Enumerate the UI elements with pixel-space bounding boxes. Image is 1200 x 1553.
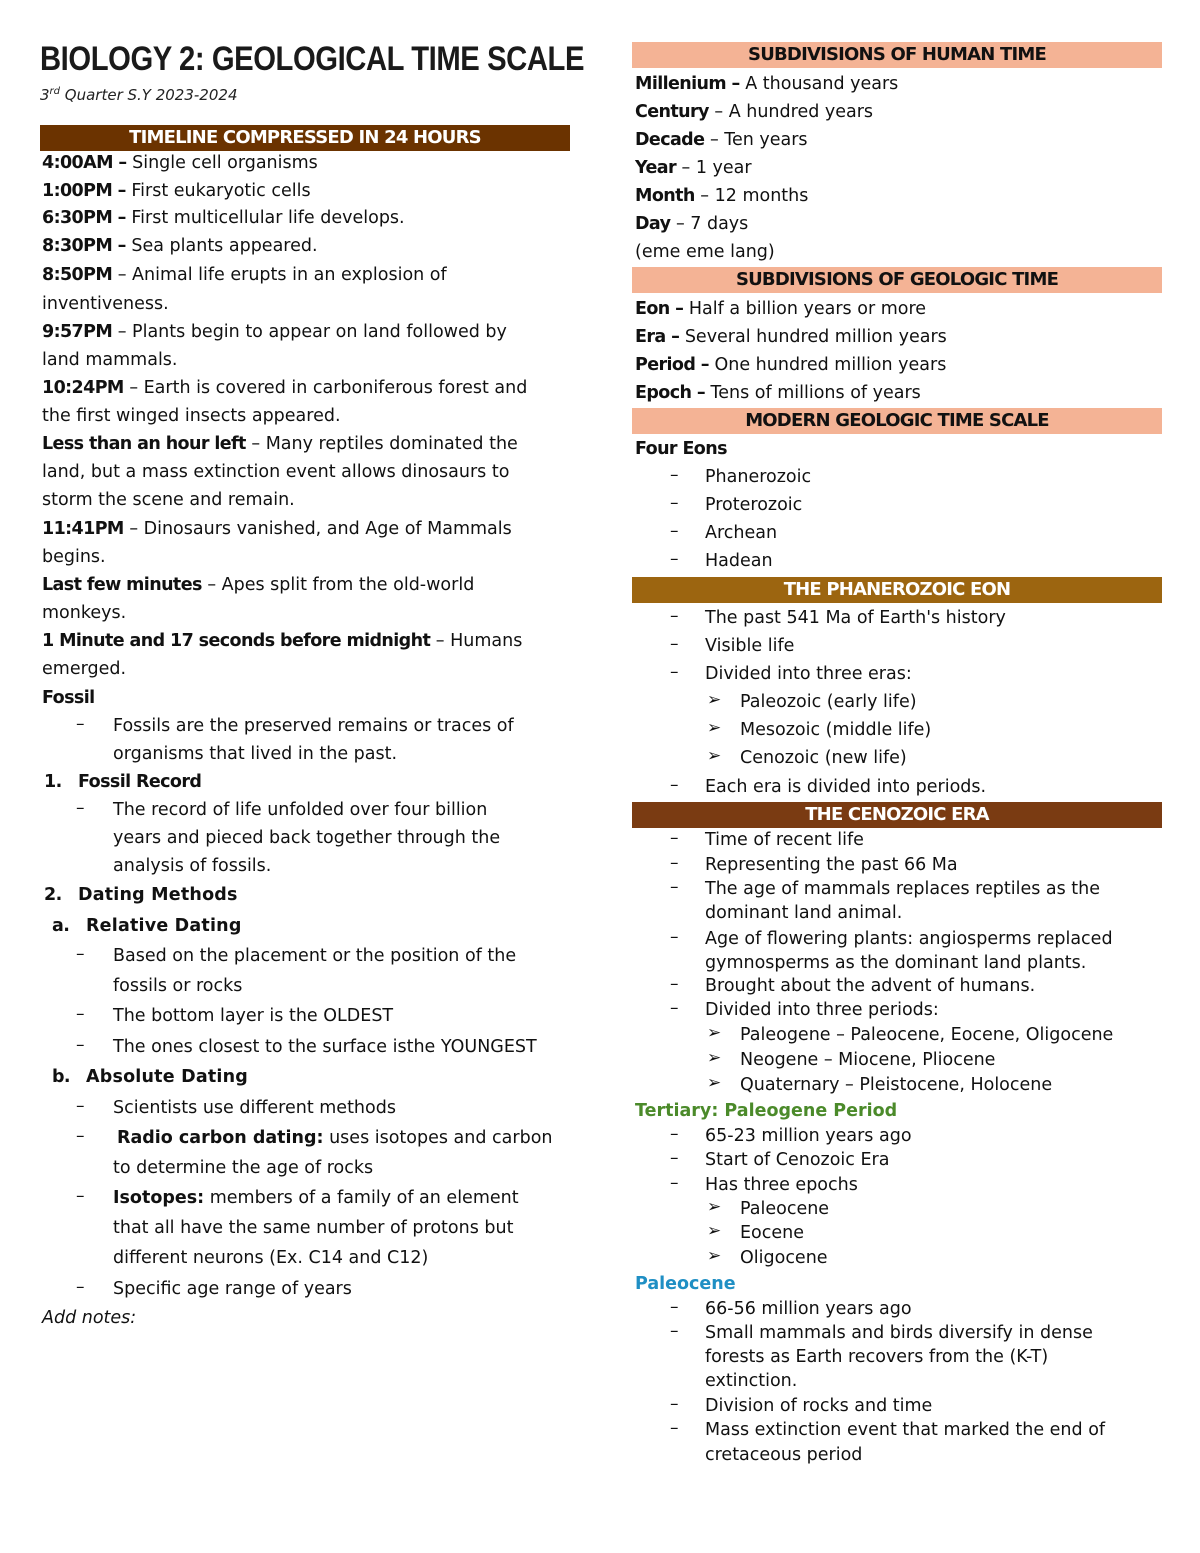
timeline-heading: TIMELINE COMPRESSED IN 24 HOURS bbox=[40, 125, 570, 151]
list-item: years and pieced back together through the bbox=[113, 828, 501, 848]
list-item: Age of flowering plants: angiosperms replaced bbox=[705, 929, 1113, 949]
list-item: Each era is divided into periods. bbox=[705, 777, 987, 797]
fossil-def: organisms that lived in the past. bbox=[113, 744, 398, 764]
bullet-dash: – bbox=[670, 998, 679, 1018]
bullet-dash: – bbox=[670, 662, 679, 682]
epoch-item: Paleocene bbox=[740, 1199, 830, 1219]
list-item: Division of rocks and time bbox=[705, 1396, 933, 1416]
human-time-note: (eme eme lang) bbox=[635, 242, 775, 262]
human-time-item: Decade – Ten years bbox=[635, 130, 808, 150]
list-item: dominant land animal. bbox=[705, 903, 903, 923]
period-item: Quaternary – Pleistocene, Holocene bbox=[740, 1075, 1053, 1095]
timeline-entry: Last few minutes – Apes split from the old-world bbox=[42, 575, 475, 595]
timeline-entry-cont: land mammals. bbox=[42, 350, 178, 370]
timeline-entry: 4:00AM – Single cell organisms bbox=[42, 153, 318, 173]
bullet-dash: – bbox=[670, 634, 679, 654]
bullet-dash: – bbox=[76, 714, 85, 734]
bullet-dash: – bbox=[76, 1126, 85, 1146]
absolute-heading: Absolute Dating bbox=[86, 1067, 248, 1087]
geologic-time-item: Epoch – Tens of millions of years bbox=[635, 383, 921, 403]
list-item: Based on the placement or the position of the bbox=[113, 946, 517, 966]
human-time-item: Month – 12 months bbox=[635, 186, 809, 206]
fossil-def: Fossils are the preserved remains or traces of bbox=[113, 716, 514, 736]
list-item: Time of recent life bbox=[705, 830, 864, 850]
bullet-dash: – bbox=[670, 853, 679, 873]
bullet-dash: – bbox=[670, 1297, 679, 1317]
list-item: Brought about the advent of humans. bbox=[705, 976, 1036, 996]
list-item: to determine the age of rocks bbox=[113, 1158, 374, 1178]
bullet-dash: – bbox=[76, 1277, 85, 1297]
human-time-item: Year – 1 year bbox=[635, 158, 752, 178]
bullet-dash: – bbox=[670, 521, 679, 541]
list-item: The record of life unfolded over four billion bbox=[113, 800, 488, 820]
timeline-entry: Less than an hour left – Many reptiles dominated the bbox=[42, 434, 518, 454]
geologic-time-item: Eon – Half a billion years or more bbox=[635, 299, 927, 319]
list-item: forests as Earth recovers from the (K-T) bbox=[705, 1347, 1049, 1367]
era-item: Mesozoic (middle life) bbox=[740, 720, 932, 740]
dating-number: 2. bbox=[44, 885, 62, 905]
list-item: cretaceous period bbox=[705, 1445, 863, 1465]
human-time-item: Millenium – A thousand years bbox=[635, 74, 899, 94]
list-item: analysis of fossils. bbox=[113, 856, 272, 876]
epoch-item: Eocene bbox=[740, 1223, 805, 1243]
bullet-dash: – bbox=[76, 1004, 85, 1024]
subtitle bbox=[40, 86, 237, 104]
timeline-entry: 1:00PM – First eukaryotic cells bbox=[42, 181, 311, 201]
geologic-time-item: Era – Several hundred million years bbox=[635, 327, 947, 347]
arrow-bullet-icon: ➢ bbox=[707, 1073, 722, 1093]
bullet-dash: – bbox=[670, 465, 679, 485]
dating-heading: Dating Methods bbox=[78, 885, 238, 905]
fossil-record-heading: Fossil Record bbox=[78, 772, 202, 792]
subtitle-sup: rd bbox=[49, 86, 61, 97]
list-item: Small mammals and birds diversify in dense bbox=[705, 1323, 1093, 1343]
bullet-dash: – bbox=[670, 927, 679, 947]
phanerozoic-heading: THE PHANEROZOIC EON bbox=[632, 577, 1162, 603]
absolute-letter: b. bbox=[52, 1067, 70, 1087]
arrow-bullet-icon: ➢ bbox=[707, 1197, 722, 1217]
list-item: Isotopes: members of a family of an element bbox=[113, 1188, 519, 1208]
bullet-dash: – bbox=[670, 775, 679, 795]
list-item: Divided into three eras: bbox=[705, 664, 912, 684]
arrow-bullet-icon: ➢ bbox=[707, 1023, 722, 1043]
arrow-bullet-icon: ➢ bbox=[707, 718, 722, 738]
list-item: Scientists use different methods bbox=[113, 1098, 396, 1118]
timeline-entry: 1 Minute and 17 seconds before midnight – Humans bbox=[42, 631, 523, 651]
bullet-dash: – bbox=[670, 1124, 679, 1144]
fossil-heading: Fossil bbox=[42, 688, 95, 708]
list-item: Has three epochs bbox=[705, 1175, 858, 1195]
period-item: Neogene – Miocene, Pliocene bbox=[740, 1050, 996, 1070]
list-item: 65-23 million years ago bbox=[705, 1126, 912, 1146]
bullet-dash: – bbox=[670, 1148, 679, 1168]
timeline-entry-cont: the first winged insects appeared. bbox=[42, 406, 341, 426]
subtitle-text: Quarter S.Y 2023-2024 bbox=[60, 86, 238, 104]
human-time-item: Century – A hundred years bbox=[635, 102, 874, 122]
list-item: that all have the same number of protons but bbox=[113, 1218, 514, 1238]
bullet-dash: – bbox=[670, 1321, 679, 1341]
period-item: Paleogene – Paleocene, Eocene, Oligocene bbox=[740, 1025, 1114, 1045]
geologic-time-heading: SUBDIVISIONS OF GEOLOGIC TIME bbox=[632, 267, 1162, 293]
arrow-bullet-icon: ➢ bbox=[707, 1246, 722, 1266]
timeline-entry-cont: begins. bbox=[42, 547, 106, 567]
add-notes: Add notes: bbox=[42, 1308, 137, 1328]
list-item: Visible life bbox=[705, 636, 795, 656]
timeline-entry-cont: monkeys. bbox=[42, 603, 127, 623]
page-title: BIOLOGY 2: GEOLOGICAL TIME SCALE bbox=[40, 40, 585, 78]
bullet-dash: – bbox=[670, 1173, 679, 1193]
bullet-dash: – bbox=[670, 877, 679, 897]
list-item: 66-56 million years ago bbox=[705, 1299, 912, 1319]
timeline-entry: 8:30PM – Sea plants appeared. bbox=[42, 236, 318, 256]
paleocene-heading: Paleocene bbox=[635, 1274, 736, 1294]
bullet-dash: – bbox=[76, 1096, 85, 1116]
timeline-entry-cont: storm the scene and remain. bbox=[42, 490, 295, 510]
era-item: Paleozoic (early life) bbox=[740, 692, 917, 712]
human-time-heading: SUBDIVISIONS OF HUMAN TIME bbox=[632, 42, 1162, 68]
fossil-record-number: 1. bbox=[44, 772, 62, 792]
timeline-entry: 8:50PM – Animal life erupts in an explosion of bbox=[42, 265, 447, 285]
modern-heading: MODERN GEOLOGIC TIME SCALE bbox=[632, 408, 1162, 434]
relative-heading: Relative Dating bbox=[86, 916, 242, 936]
bullet-dash: – bbox=[670, 493, 679, 513]
list-item: Radio carbon dating: uses isotopes and carbon bbox=[117, 1128, 553, 1148]
timeline-entry-cont: emerged. bbox=[42, 659, 127, 679]
era-item: Cenozoic (new life) bbox=[740, 748, 907, 768]
arrow-bullet-icon: ➢ bbox=[707, 746, 722, 766]
list-item: The age of mammals replaces reptiles as the bbox=[705, 879, 1101, 899]
bullet-dash: – bbox=[76, 798, 85, 818]
arrow-bullet-icon: ➢ bbox=[707, 690, 722, 710]
arrow-bullet-icon: ➢ bbox=[707, 1048, 722, 1068]
list-item: The bottom layer is the OLDEST bbox=[113, 1006, 394, 1026]
timeline-entry-cont: land, but a mass extinction event allows dinosaurs to bbox=[42, 462, 510, 482]
bullet-dash: – bbox=[670, 606, 679, 626]
bullet-dash: – bbox=[670, 1418, 679, 1438]
bullet-dash: – bbox=[76, 944, 85, 964]
bullet-dash: – bbox=[670, 974, 679, 994]
human-time-item: Day – 7 days bbox=[635, 214, 749, 234]
timeline-entry-cont: inventiveness. bbox=[42, 294, 169, 314]
bullet-dash: – bbox=[670, 828, 679, 848]
timeline-entry: 9:57PM – Plants begin to appear on land followed by bbox=[42, 322, 507, 342]
list-item: Start of Cenozoic Era bbox=[705, 1150, 890, 1170]
list-item: extinction. bbox=[705, 1371, 798, 1391]
list-item: The past 541 Ma of Earth's history bbox=[705, 608, 1006, 628]
four-eons-heading: Four Eons bbox=[635, 439, 727, 459]
geologic-time-item: Period – One hundred million years bbox=[635, 355, 947, 375]
timeline-entry: 11:41PM – Dinosaurs vanished, and Age of Mammals bbox=[42, 519, 512, 539]
bullet-dash: – bbox=[670, 1394, 679, 1414]
timeline-entry: 6:30PM – First multicellular life develops. bbox=[42, 208, 405, 228]
epoch-item: Oligocene bbox=[740, 1248, 828, 1268]
list-item: Specific age range of years bbox=[113, 1279, 352, 1299]
list-item: gymnosperms as the dominant land plants. bbox=[705, 953, 1087, 973]
timeline-entry: 10:24PM – Earth is covered in carboniferous forest and bbox=[42, 378, 528, 398]
bullet-dash: – bbox=[670, 549, 679, 569]
eon-item: Proterozoic bbox=[705, 495, 803, 515]
eon-item: Hadean bbox=[705, 551, 773, 571]
eon-item: Phanerozoic bbox=[705, 467, 812, 487]
list-item: Mass extinction event that marked the end of bbox=[705, 1420, 1106, 1440]
cenozoic-heading: THE CENOZOIC ERA bbox=[632, 802, 1162, 828]
list-item: different neurons (Ex. C14 and C12) bbox=[113, 1248, 429, 1268]
relative-letter: a. bbox=[52, 916, 70, 936]
list-item: Divided into three periods: bbox=[705, 1000, 939, 1020]
paleogene-heading: Tertiary: Paleogene Period bbox=[635, 1101, 898, 1121]
bullet-dash: – bbox=[76, 1186, 85, 1206]
bullet-dash: – bbox=[76, 1035, 85, 1055]
list-item: fossils or rocks bbox=[113, 976, 243, 996]
eon-item: Archean bbox=[705, 523, 778, 543]
list-item: The ones closest to the surface isthe YOUNGEST bbox=[113, 1037, 537, 1057]
arrow-bullet-icon: ➢ bbox=[707, 1221, 722, 1241]
subtitle-number: 3 bbox=[40, 86, 50, 104]
list-item: Representing the past 66 Ma bbox=[705, 855, 958, 875]
